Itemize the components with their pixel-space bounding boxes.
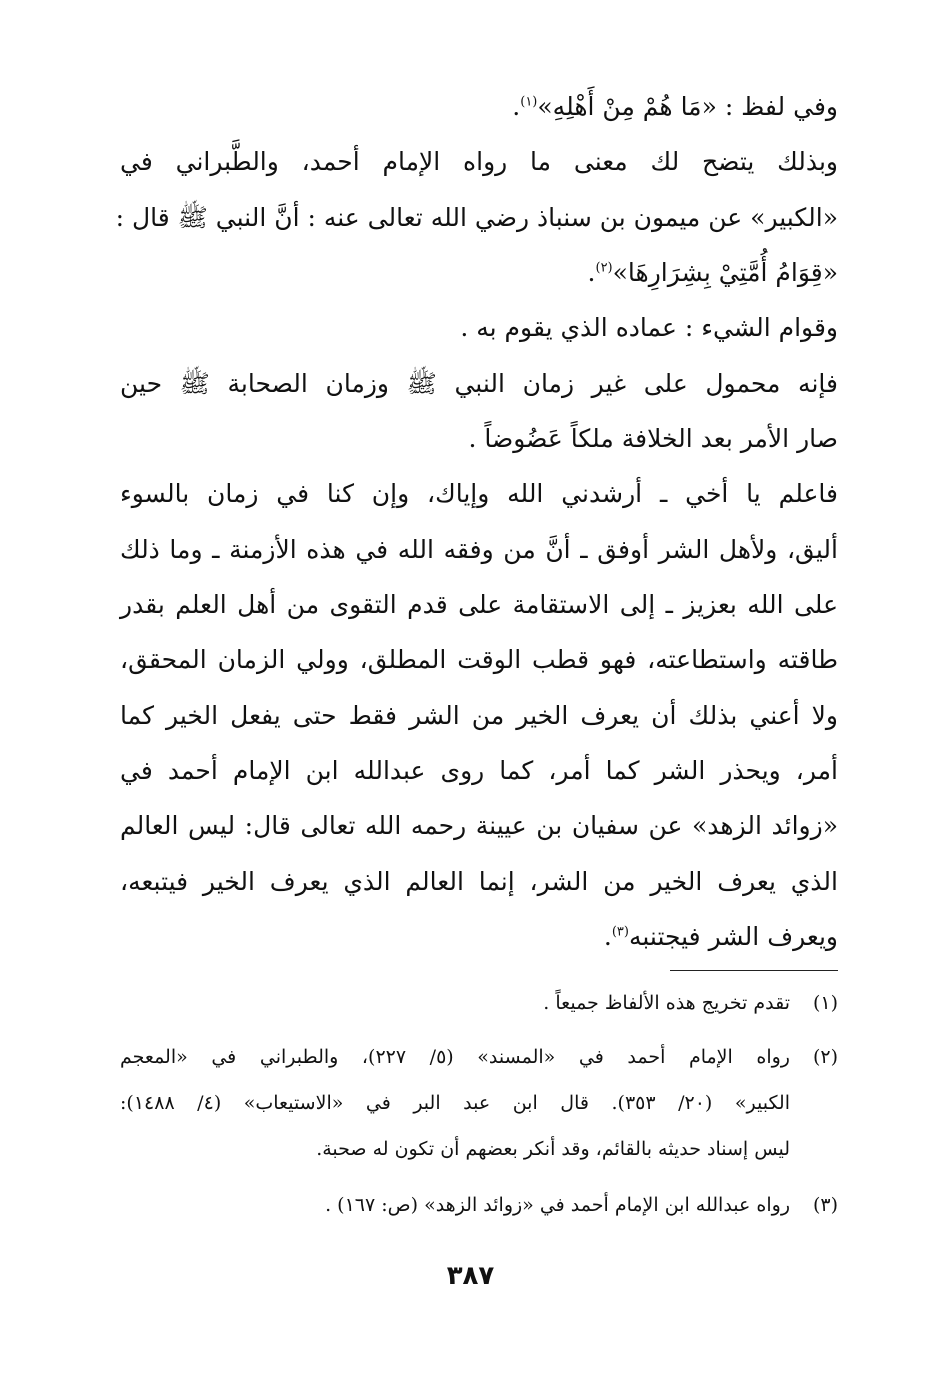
text-line: «زوائد الزهد» عن سفيان بن عيينة رحمه الله تعالى قال: ليس العالم [120,811,838,840]
footnote-ref: (٣) [611,924,629,940]
footnote-ref: (١) [520,94,538,110]
text-line: طاقته واستطاعته، فهو قطب الوقت المطلق، وولي الزمان المحقق، [120,645,838,674]
text-line: فاعلم يا أخي ـ أرشدني الله وإياك، وإن كنا في زمان بالسوء [120,479,838,508]
text-line: وبذلك يتضح لك معنى ما رواه الإمام أحمد، والطَّبراني في [120,147,838,176]
text-line: صار الأمر بعد الخلافة ملكاً عَضُوضاً . [468,424,838,453]
footnote-text: رواه الإمام أحمد في «المسند» (٥/ ٢٢٧)، والطبراني في «المعجم [120,1046,790,1068]
footnote-text: رواه عبدالله ابن الإمام أحمد في «زوائد الزهد» (ص: ١٦٧) . [325,1194,790,1216]
footnote-text: الكبير» (٢٠/ ٣٥٣). قال ابن عبد البر في «الاستيعاب» (٤/ ١٤٨٨): [120,1092,790,1114]
footnote-number: (٢) [812,1046,838,1068]
text-line: فإنه محمول على غير زمان النبي ﷺ وزمان الصحابة ﷺ حين [120,369,838,398]
text-line: ويعرف الشر فيجتنبه$^{(٣)}$. [603,922,838,951]
footnote-number: (١) [812,992,838,1014]
text-line: «قِوَامُ أُمَّتِيْ بِشِرَارِهَا»$^{(٢)}$. [587,258,838,287]
text-line: الذي يعرف الخير من الشر، إنما العالم الذي يعرف الخير فيتبعه، [120,867,838,896]
text-line: أليق، ولأهل الشر أوفق ـ أنَّ من وفقه الله في هذه الأزمنة ـ وما ذلك [120,535,838,564]
footnote-divider [670,970,838,971]
footnote-text: ليس إسناد حديثه بالقائم، وقد أنكر بعضهم أن تكون له صحبة. [316,1138,790,1160]
text-line: وقوام الشيء : عماده الذي يقوم به . [460,313,838,342]
page-number: ٣٨٧ [446,1261,495,1291]
text-line: على الله بعزيز ـ إلى الاستقامة على قدم التقوى من أهل العلم بقدر [120,590,838,619]
footnote-text: تقدم تخريج هذه الألفاظ جميعاً . [543,992,790,1014]
footnote-ref: (٢) [595,260,613,276]
text-line: أمر، ويحذر الشر كما أمر، كما روى عبدالله ابن الإمام أحمد في [120,756,838,785]
text-line: ولا أعني بذلك أن يعرف الخير من الشر فقط حتى يفعل الخير كما [120,701,838,730]
footnote-number: (٣) [812,1194,838,1216]
text-line: «الكبير» عن ميمون بن سنباذ رضي الله تعالى عنه : أنَّ النبي ﷺ قال : [115,203,838,232]
text-line: وفي لفظ : «مَا هُمْ مِنْ أَهْلِهِ»$^{(١)}$. [512,92,838,121]
